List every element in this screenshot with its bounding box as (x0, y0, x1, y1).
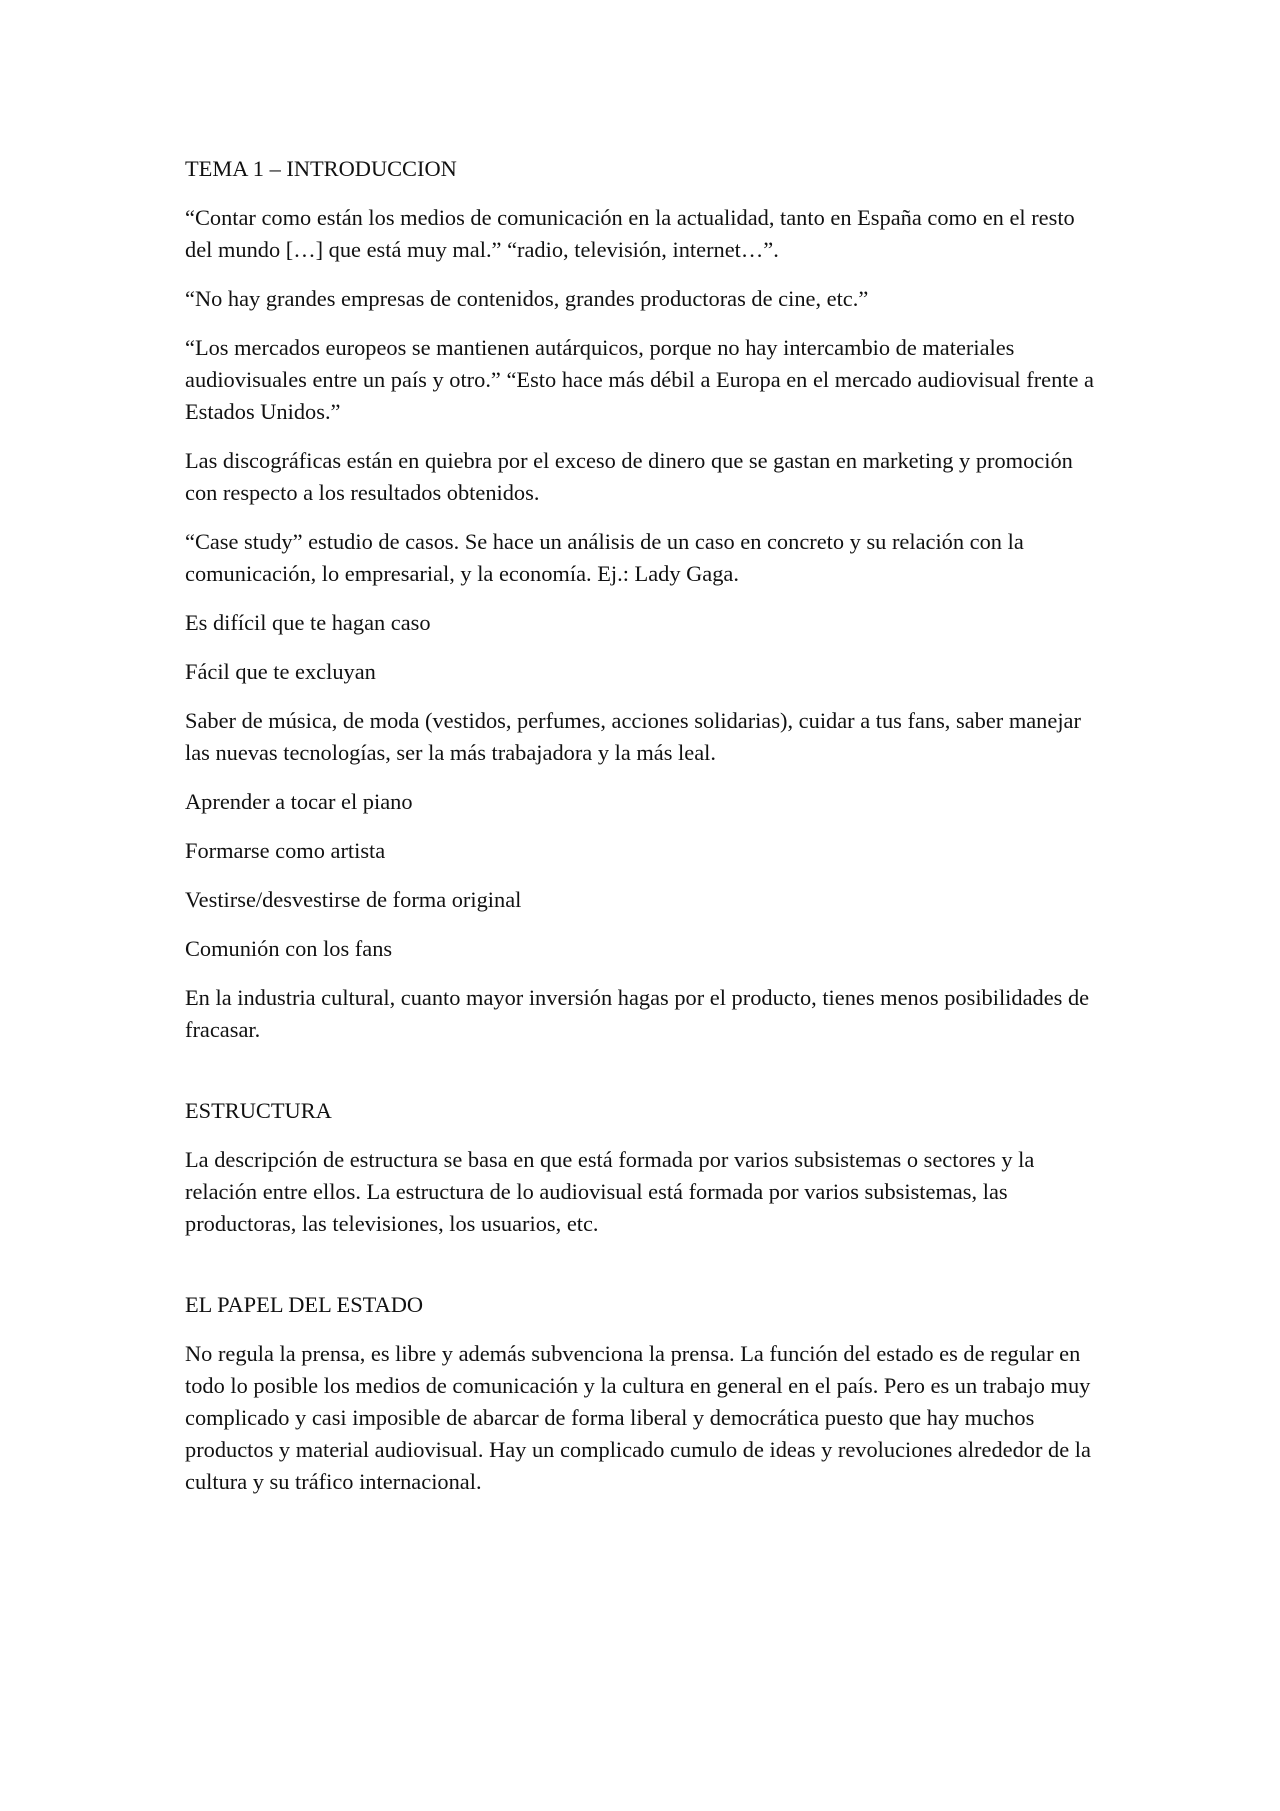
paragraph: Vestirse/desvestirse de forma original (185, 887, 522, 912)
paragraph: “No hay grandes empresas de contenidos, grandes productoras de cine, etc.” (185, 286, 869, 311)
paragraph: No regula la prensa, es libre y además subvenciona la prensa. La función del estado es de regular en todo lo posible los medios de comunicación y la cultura en general en el país. Pero es un trabajo muy complicado y casi imposible de abarcar de forma liberal y democrática puesto que hay muchos productos y material audiovisual. Hay un complicado cumulo de ideas y revoluciones alrededor de la cultura y su tráfico internacional. (185, 1341, 1091, 1494)
section-estructura (185, 1095, 1105, 1240)
paragraph: Fácil que te excluyan (185, 659, 376, 684)
paragraph: Las discográficas están en quiebra por el exceso de dinero que se gastan en marketing y promoción con respecto a los resultados obtenidos. (185, 448, 1073, 505)
section-papel-del-estado (185, 1289, 1105, 1498)
paragraph: Comunión con los fans (185, 936, 393, 961)
section-spacer (185, 1257, 1105, 1289)
paragraph: Aprender a tocar el piano (185, 789, 413, 814)
section-spacer (185, 1063, 1105, 1095)
paragraph: Es difícil que te hagan caso (185, 610, 431, 635)
section-heading: TEMA 1 – INTRODUCCION (185, 156, 457, 181)
paragraph: La descripción de estructura se basa en que está formada por varios subsistemas o sectores y la relación entre ellos. La estructura de lo audiovisual está formada por varios subsistemas, las productoras, las televisiones, los usuarios, etc. (185, 1147, 1035, 1236)
paragraph: En la industria cultural, cuanto mayor inversión hagas por el producto, tienes menos posibilidades de fracasar. (185, 985, 1090, 1042)
section-heading: ESTRUCTURA (185, 1098, 332, 1123)
paragraph: Formarse como artista (185, 838, 386, 863)
paragraph: “Los mercados europeos se mantienen autárquicos, porque no hay intercambio de materiales audiovisuales entre un país y otro.” “Esto hace más débil a Europa en el mercado audiovisual frente a Estados Unidos.” (185, 335, 1094, 424)
section-heading: EL PAPEL DEL ESTADO (185, 1292, 424, 1317)
paragraph: “Contar como están los medios de comunicación en la actualidad, tanto en España como en el resto del mundo […] que está muy mal.” “radio, televisión, internet…”. (185, 205, 1075, 262)
document-body (185, 153, 1105, 1515)
section-introduccion (185, 153, 1105, 1046)
paragraph: Saber de música, de moda (vestidos, perfumes, acciones solidarias), cuidar a tus fans, saber manejar las nuevas tecnologías, ser la más trabajadora y la más leal. (185, 708, 1081, 765)
paragraph: “Case study” estudio de casos. Se hace un análisis de un caso en concreto y su relación con la comunicación, lo empresarial, y la economía. Ej.: Lady Gaga. (185, 529, 1024, 586)
